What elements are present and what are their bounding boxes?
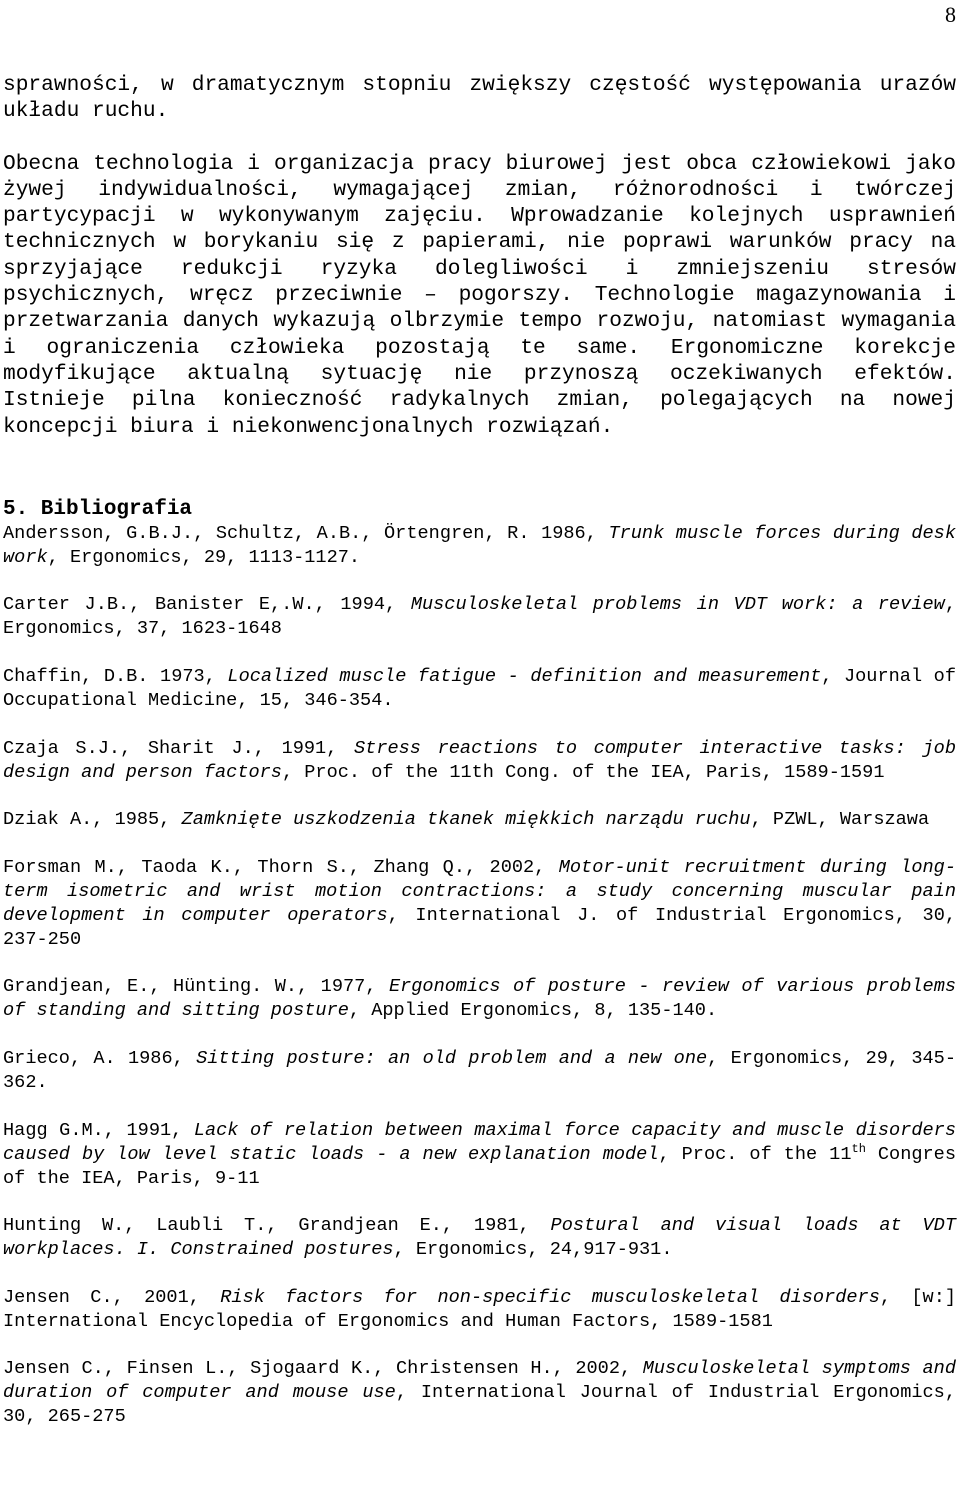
reference-item [3,808,956,832]
reference-authors: Carter J.B., Banister E,.W., 1994, [3,594,411,616]
reference-authors: Forsman M., Taoda K., Thorn S., Zhang Q., 2002, [3,856,559,878]
reference-list [3,522,956,1430]
reference-source-continued: Congres of the IEA, Paris, 9-11 [3,1143,957,1189]
reference-title: Lack of relation between maximal force capacity and muscle disorders caused by low level static loads - a new explanation model [3,1119,956,1165]
reference-item [3,856,956,952]
reference-item [3,1047,956,1095]
reference-authors: Hunting W., Laubli T., Grandjean E., 1981, [3,1215,551,1237]
reference-item [3,1357,956,1429]
reference-title: Localized muscle fatigue - definition and measurement [227,666,822,688]
reference-item [3,975,956,1023]
reference-source: , Journal of Occupational Medicine, 15, 346-354. [3,666,956,712]
bibliography-heading: 5. Bibliografia [3,497,193,521]
reference-title: Zamknięte uszkodzenia tkanek miękkich narządu ruchu [181,809,751,831]
reference-title: Stress reactions to computer interactive tasks: job design and person factors [3,737,956,783]
reference-title: Ergonomics of posture - review of various problems of standing and sitting posture [3,976,957,1022]
reference-authors: Hagg G.M., 1991, [3,1119,194,1141]
reference-item [3,593,956,641]
reference-source: , Ergonomics, 29, 345-362. [3,1048,956,1094]
reference-item [3,1286,956,1334]
paragraph-office-technology: Obecna technologia i organizacja pracy biurowej jest obca człowiekowi jako żywej indywidualności, wymagającej zmian, różnorodności i twórczej partycypacji w wykonywanym zajęciu. Wprowadzanie kolejnych usprawnień technicznych w borykaniu się z papierami, nie poprawi warunków pracy na sprzyjające redukcji ryzyka dolegliwości i zmniejszeniu stresów psychicznych, wręcz przeciwnie – pogorszy. Technologie magazynowania i przetwarzania danych wykazują olbrzymie tempo rozwoju, natomiast wymagania i ograniczenia człowieka pozostają te same. Ergonomiczne korekcje modyfikujące aktualną sytuację nie przynoszą oczekiwanych efektów. Istnieje pilna konieczność radykalnych zmian, polegających na nowej koncepcji biura i niekonwencjonalnych rozwiązań. [3,151,956,439]
reference-source: , Applied Ergonomics, 8, 135-140. [348,1000,718,1022]
reference-authors: Dziak A., 1985, [3,809,182,831]
ordinal-superscript: th [851,1141,866,1156]
page-number: 8 [945,2,956,27]
reference-item [3,737,956,785]
reference-source: , International Journal of Industrial Ergonomics, 30, 265-275 [3,1382,956,1428]
reference-title: Postural and visual loads at VDT workplaces. I. Constrained postures [3,1215,956,1261]
document-body [3,72,956,1453]
reference-title: Risk factors for non-specific musculoskeletal disorders [220,1286,880,1308]
reference-authors: Jensen C., 2001, [3,1286,221,1308]
reference-authors: Jensen C., Finsen L., Sjogaard K., Christensen H., 2002, [3,1358,643,1380]
reference-authors: Grieco, A. 1986, [3,1048,197,1070]
reference-source: , Ergonomics, 37, 1623-1648 [3,594,956,640]
reference-title: Musculoskeletal symptoms and duration of computer and mouse use [3,1358,956,1404]
reference-source: , Proc. of the 11th Cong. of the IEA, Paris, 1589-1591 [281,761,885,783]
paragraph-continuation: sprawności, w dramatycznym stopniu zwiększy częstość występowania urazów układu ruchu. [3,73,956,124]
reference-title: Trunk muscle forces during desk work [3,522,956,568]
reference-authors: Czaja S.J., Sharit J., 1991, [3,737,355,759]
reference-title: Musculoskeletal problems in VDT work: a review [410,594,945,616]
reference-item [3,1119,956,1191]
reference-authors: Grandjean, E., Hünting. W., 1977, [3,976,389,998]
reference-source: , PZWL, Warszawa [750,809,930,831]
reference-authors: Andersson, G.B.J., Schultz, A.B., Örtengren, R. 1986, [3,522,609,544]
reference-source: , Ergonomics, 29, 1113-1127. [47,546,361,568]
reference-title: Motor-unit recruitment during long-term isometric and wrist motion contractions: a study concerning muscular pain development in computer operators [3,856,956,926]
reference-title: Sitting posture: an old problem and a new one [196,1048,708,1070]
reference-source: , [w:] International Encyclopedia of Ergonomics and Human Factors, 1589-1581 [3,1286,957,1332]
reference-item [3,665,956,713]
reference-item [3,1214,956,1262]
reference-source: , Proc. of the 11 [658,1143,852,1165]
reference-authors: Chaffin, D.B. 1973, [3,666,228,688]
reference-source: , International J. of Industrial Ergonomics, 30, 237-250 [3,904,957,950]
reference-item [3,522,956,570]
reference-source: , Ergonomics, 24,917-931. [393,1239,673,1261]
